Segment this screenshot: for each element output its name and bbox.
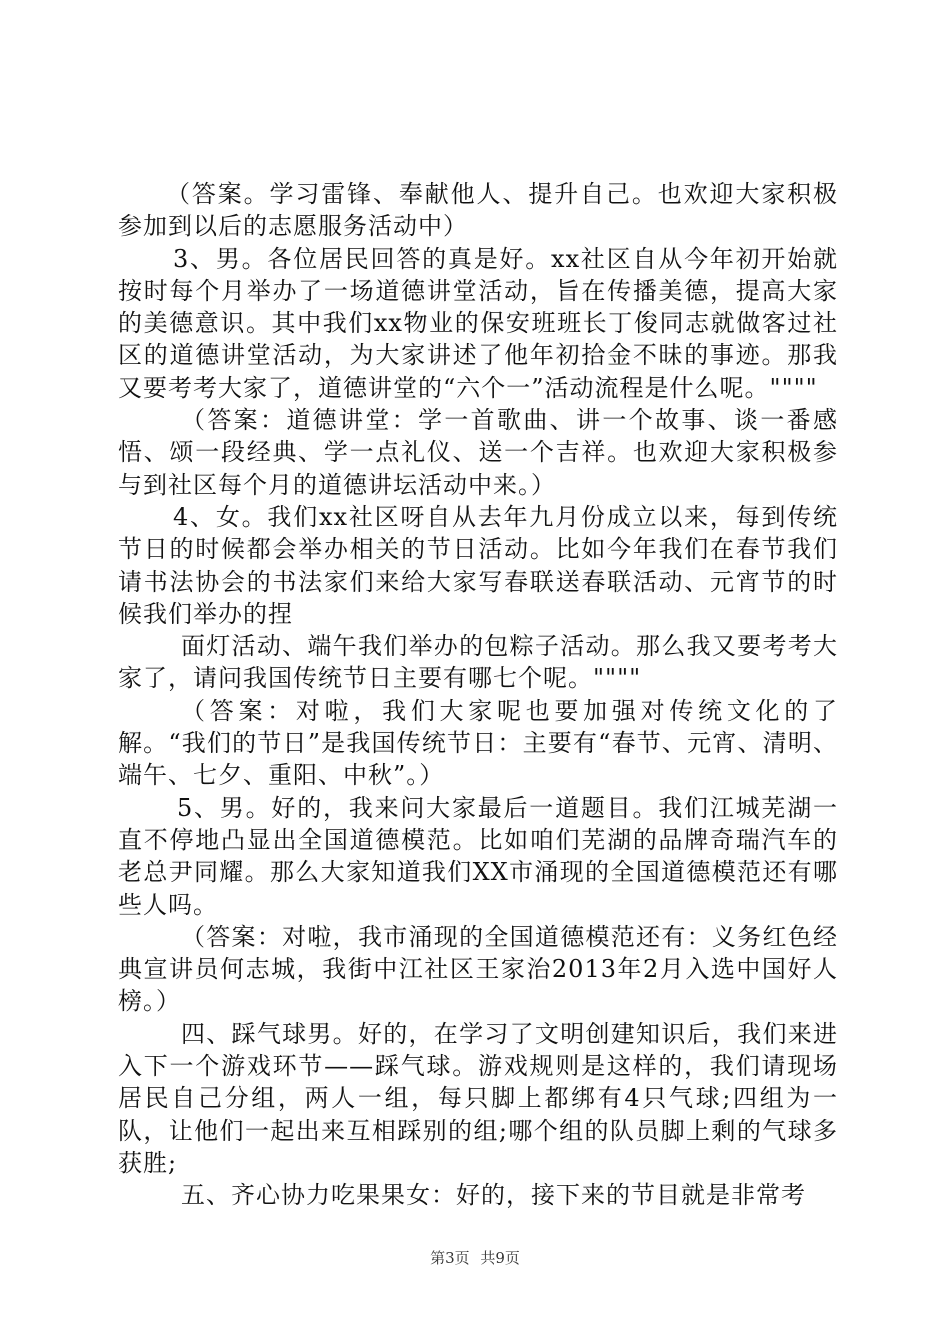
paragraph-answer-volunteer: （答案。学习雷锋、奉献他人、提升自己。也欢迎大家积极参加到以后的志愿服务活动中） <box>118 180 838 241</box>
paragraph-question-4-continued: 面灯活动、端午我们举办的包粽子活动。那么我又要考考大家了，请问我国传统节日主要有哪七个呢。"""" <box>118 632 838 693</box>
paragraph-answer-moral-models: （答案：对啦，我市涌现的全国道德模范还有：义务红色经典宣讲员何志城，我街中江社区王家治2013年2月入选中国好人榜。） <box>118 922 838 1016</box>
page-total: 共9页 <box>480 1249 520 1267</box>
page-footer <box>0 1247 950 1268</box>
document-body <box>118 178 838 1212</box>
paragraph-answer-festivals: （答案：对啦，我们大家呢也要加强对传统文化的了解。“我们的节日”是我国传统节日：主要有“春节、元宵、清明、端午、七夕、重阳、中秋”。） <box>118 696 838 790</box>
paragraph-section-5-fruit: 五、齐心协力吃果果女：好的，接下来的节目就是非常考 <box>181 1181 806 1210</box>
paragraph-section-4-balloon: 四、踩气球男。好的，在学习了文明创建知识后，我们来进入下一个游戏环节——踩气球。游戏规则是这样的，我们请现场居民自己分组，两人一组，每只脚上都绑有4只气球;四组为一队，让他们一起出来互相踩别的组;哪个组的队员脚上剩的气球多获胜; <box>118 1019 838 1177</box>
paragraph-answer-moral-lecture: （答案：道德讲堂：学一首歌曲、讲一个故事、谈一番感悟、颂一段经典、学一点礼仪、送一个吉祥。也欢迎大家积极参与到社区每个月的道德讲坛活动中来。） <box>118 406 838 499</box>
page-number: 第3页 <box>430 1249 470 1267</box>
paragraph-question-5: 5、男。好的，我来问大家最后一道题目。我们江城芜湖一直不停地凸显出全国道德模范。比如咱们芜湖的品牌奇瑞汽车的老总尹同耀。那么大家知道我们XX市涌现的全国道德模范还有哪些人吗。 <box>118 793 838 919</box>
paragraph-question-3: 3、男。各位居民回答的真是好。xx社区自从今年初开始就按时每个月举办了一场道德讲堂活动，旨在传播美德，提高大家的美德意识。其中我们xx物业的保安班班长丁俊同志就做客过社区的道德讲堂活动，为大家讲述了他年初拾金不昧的事迹。那我又要考考大家了，道德讲堂的“六个一”活动流程是什么呢。"""" <box>118 244 838 402</box>
paragraph-question-4: 4、女。我们xx社区呀自从去年九月份成立以来，每到传统节日的时候都会举办相关的节日活动。比如今年我们在春节我们请书法协会的书法家们来给大家写春联送春联活动、元宵节的时候我们举办的捏 <box>118 502 838 628</box>
